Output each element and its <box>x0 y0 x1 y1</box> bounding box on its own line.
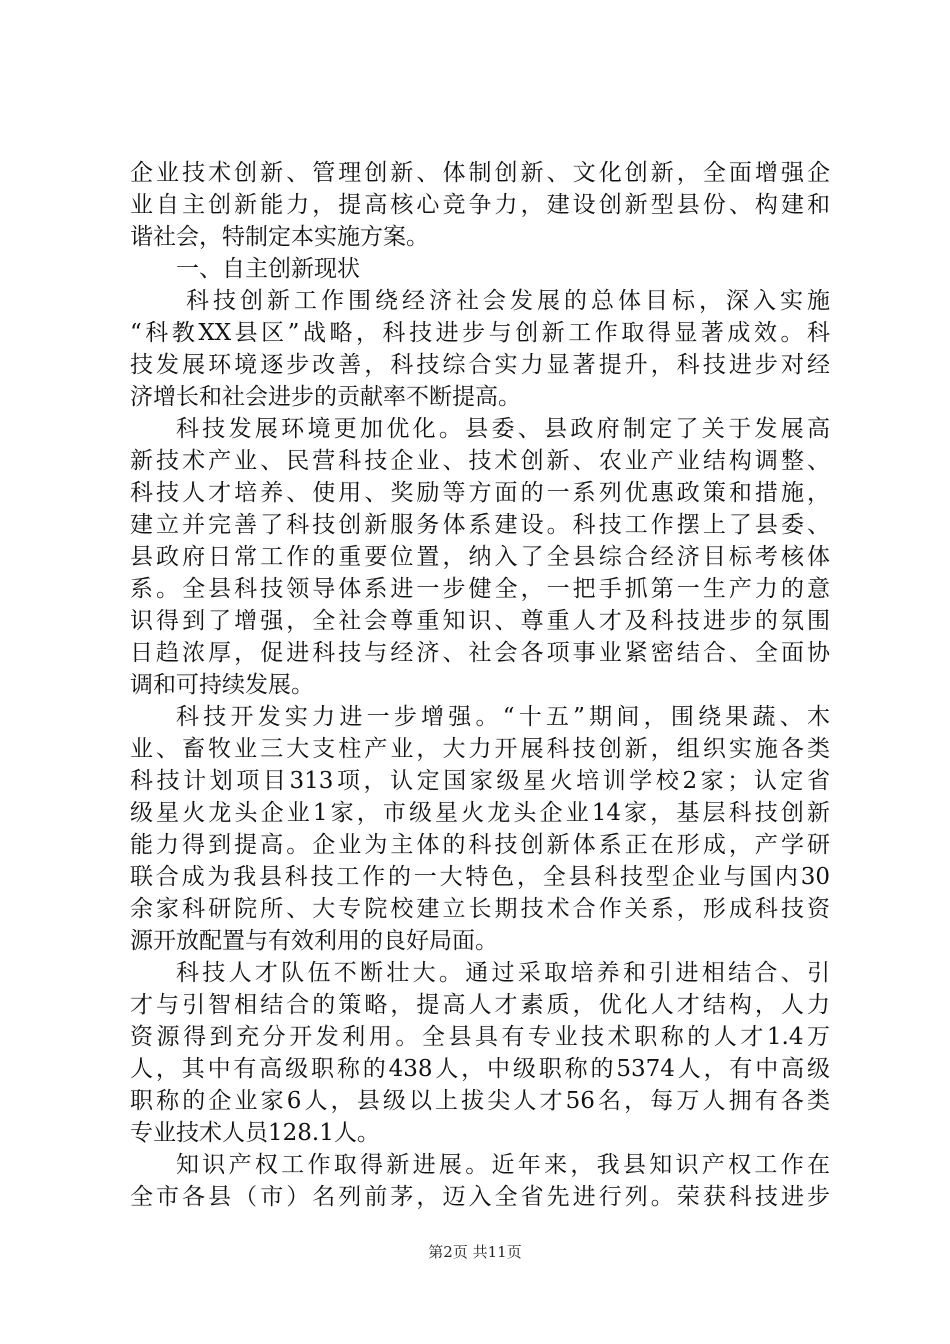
text-line: 科技人才队伍不断壮大。通过采取培养和引进相结合、引 <box>176 960 830 986</box>
text-line: 科技创新工作围绕经济社会发展的总体目标，深入实施 <box>186 288 830 314</box>
text-line: 资源得到充分开发利用。全县具有专业技术职称的人才1.4万 <box>130 1024 830 1050</box>
text-line: 业、畜牧业三大支柱产业，大力开展科技创新，组织实施各类 <box>130 736 830 762</box>
text-line: 余家科研院所、大专院校建立长期技术合作关系，形成科技资 <box>130 896 830 922</box>
page-number-footer: 第2页 共11页 <box>428 1243 522 1261</box>
section-heading: 一、自主创新现状 <box>176 256 360 282</box>
text-line: 知识产权工作取得新进展。近年来，我县知识产权工作在 <box>176 1152 830 1178</box>
text-line: 技发展环境逐步改善，科技综合实力显著提升，科技进步对经 <box>130 352 830 378</box>
text-line: 建立并完善了科技创新服务体系建设。科技工作摆上了县委、 <box>130 512 830 538</box>
text-line: 系。全县科技领导体系进一步健全，一把手抓第一生产力的意 <box>130 576 830 602</box>
text-line: 科技人才培养、使用、奖励等方面的一系列优惠政策和措施， <box>130 480 830 506</box>
text-line: “科教XX县区”战略，科技进步与创新工作取得显著成效。科 <box>130 320 830 346</box>
text-line: 联合成为我县科技工作的一大特色，全县科技型企业与国内30 <box>130 864 830 890</box>
text-line: 源开放配置与有效利用的良好局面。 <box>130 928 498 954</box>
text-line: 专业技术人员128.1人。 <box>130 1120 380 1146</box>
text-line: 科技开发实力进一步增强。“十五”期间，围绕果蔬、木 <box>176 704 830 730</box>
text-line: 济增长和社会进步的贡献率不断提高。 <box>130 384 521 410</box>
document-body <box>130 157 830 1213</box>
text-line: 识得到了增强，全社会尊重知识、尊重人才及科技进步的氛围 <box>130 608 830 634</box>
text-line: 全市各县（市）名列前茅，迈入全省先进行列。荣获科技进步 <box>130 1184 830 1210</box>
text-line: 人，其中有高级职称的438人，中级职称的5374人，有中高级 <box>130 1056 830 1082</box>
text-line: 企业技术创新、管理创新、体制创新、文化创新，全面增强企 <box>130 160 830 186</box>
text-line: 科技发展环境更加优化。县委、县政府制定了关于发展高 <box>176 416 830 442</box>
text-line: 能力得到提高。企业为主体的科技创新体系正在形成，产学研 <box>130 832 830 858</box>
text-line: 才与引智相结合的策略，提高人才素质，优化人才结构，人力 <box>130 992 830 1018</box>
text-line: 新技术产业、民营科技企业、技术创新、农业产业结构调整、 <box>130 448 830 474</box>
text-line: 级星火龙头企业1家，市级星火龙头企业14家，基层科技创新 <box>130 800 830 826</box>
text-line: 业自主创新能力，提高核心竞争力，建设创新型县份、构建和 <box>130 192 830 218</box>
text-line: 谐社会，特制定本实施方案。 <box>130 224 429 250</box>
text-line: 科技计划项目313项，认定国家级星火培训学校2家；认定省 <box>130 768 830 794</box>
text-line: 县政府日常工作的重要位置，纳入了全县综合经济目标考核体 <box>130 544 830 570</box>
text-line: 职称的企业家6人，县级以上拔尖人才56名，每万人拥有各类 <box>130 1088 830 1114</box>
text-line: 日趋浓厚，促进科技与经济、社会各项事业紧密结合、全面协 <box>130 640 830 666</box>
text-line: 调和可持续发展。 <box>130 672 314 698</box>
